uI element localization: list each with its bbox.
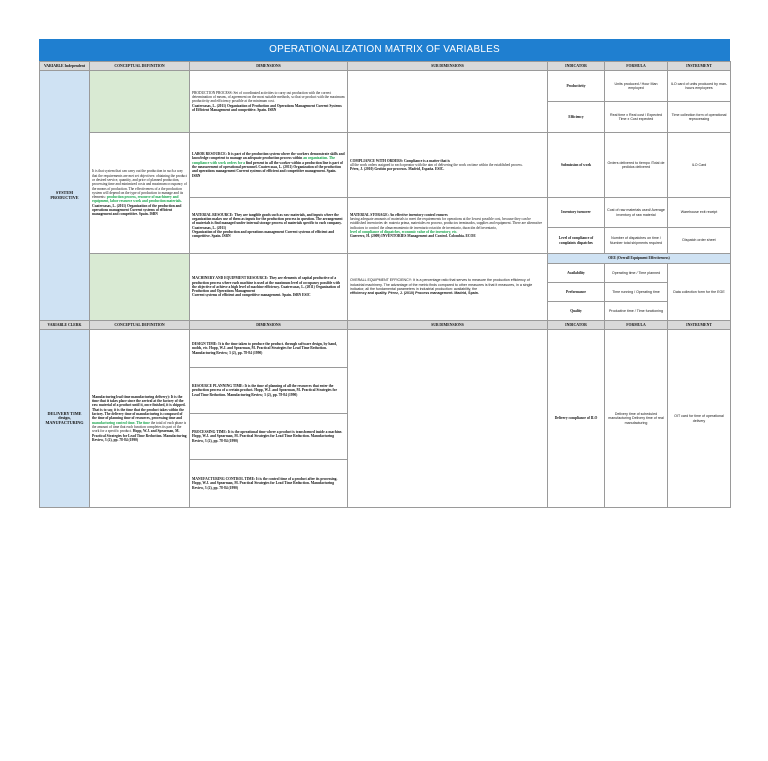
sub-dimension-reference: Guerrero, H. (2009) INVENTORIES Management and Control. Colombia. ECOE xyxy=(350,234,476,239)
dimension-planning-time: RESOURCE PLANNING TIME: It is the time of planning of all the resources that enter the production process of a certain product. Hopp, W.J. and Spearman, M. Practical Strategies for Lead Time Reduction. Manufacturing Review, 3 (2), pp. 78-84 (1990) xyxy=(190,368,348,414)
instrument-efficiency: Time collection form of operational reprocessing xyxy=(668,102,731,133)
matrix-table xyxy=(39,61,731,508)
oee-label: OEE (Overall Equipment Effectiveness) xyxy=(548,254,731,264)
dimension-reference: Current systems of efficient and competitive management. Spain. ISBN ESIC xyxy=(192,293,311,298)
concept-post: the total of each phase is the amount of time that each function completes its part of the work for a specific product. xyxy=(92,420,187,434)
sub-dimension-reference: efficiency and quality. Pérez, J. (2010) Process management. Madrid, Spain. xyxy=(350,291,479,296)
sub-dimension-storage xyxy=(348,198,548,254)
formula-submission: Orders delivered to tiempo /Total de pedidos delivered xyxy=(605,133,668,198)
dimension-text: MACHINERY AND EQUIPMENT RESOURCE: They are elements of capital productive of a production process where each machine is used at the maximum level of occupancy possible with the objective of achieve a high level of machine efficiency. Cuatrecasas, L. (2011) Organization of Production and Operations Management xyxy=(192,276,340,294)
formula-efficiency: Real time x Real cost / Expected Time x Cost expected xyxy=(605,102,668,133)
sub-dimension-reference: Pérez, J. (2010) Gestión por procesos. Madrid, España. ESIC. xyxy=(350,167,445,172)
concept-text: It is that system that can carry out the production in such a way that the requirements are met set objectives: obtaining the product or desired service, quantity, and price of planned production, processing time and minimized costs and maximum occupancy of the means of production. The effectiveness of a the production system will depend on the type of production to manage and its elements: xyxy=(92,169,187,200)
indicator-inventory: Inventory turnover xyxy=(548,198,605,228)
formula-availability: Operating time / Time planned xyxy=(605,264,668,283)
concept-reference: Cuatrecasas, L. (2011) Organization of the production and operations management Current systems of efficient management and competitive. Spain. ISBN xyxy=(92,203,182,217)
green-cell xyxy=(90,71,190,133)
dimension-processing-time: PROCESSING TIME: It is the operational time where a product is transformed inside a machine. Hopp, W.J. and Spearman, M. Practical Strategies for Lead Time Reduction. Manufacturing Review, 3 (2), pp. 78-84 (1990) xyxy=(190,414,348,460)
instrument-productivity: ILO card of units produced by man-hours employees xyxy=(668,71,731,102)
dimension-text-post: find present in all the worker within a production line is part of the measurement of operational personnel. Cuatrecasas, L. (2011) Organization of the production and operations management Current systems of efficient and competitive management. Spain. ISBN xyxy=(192,160,343,178)
variable-delivery-time: DELIVERY TIME design, MANUFACTURING xyxy=(40,330,90,508)
dimension-production-process xyxy=(190,71,348,133)
instrument-inventory: Warehouse exit receipt xyxy=(668,198,731,228)
matrix-title: OPERATIONALIZATION MATRIX OF VARIABLES xyxy=(39,39,730,61)
sub-dimension-text: all the work orders assigned to each operator with the aim of delivering the work on time within the established process. xyxy=(350,162,523,167)
dimension-design-time: DESIGN TIME: It is the time taken to produce the product. through software design, by hand, molds, etc. Hopp, W.J. and Spearman, M. Practical Strategies for Lead Time Reduction. Manufacturing Review, 3 (2), pp. 78-84 (1990) xyxy=(190,330,348,368)
header-instrument: INSTRUMENT xyxy=(668,321,731,330)
indicator-performance: Performance xyxy=(548,283,605,302)
header-sub-dimensions: SUB DIMENSIONS xyxy=(348,321,548,330)
header-indicator: INDICATOR xyxy=(548,62,605,71)
sub-dimension-text: having adequate amounts of materials to meet the requirements for operations at the lowest possible cost, because they can be established inventories de: materia prima, materiales en proceso, productos terminados, supplies and equipment. There are alternative indicators to control the almacenamiento de inventario rotación de inventario, duración del inventario, xyxy=(350,216,543,230)
dimension-reference: Cuatrecasas, L. (2011) Organization of Production and Operations Management Current Systems of Efficient Management and competitive. Spain. ISBN xyxy=(192,103,342,112)
indicator-availability: Availability xyxy=(548,264,605,283)
indicator-delivery: Delivery compliance of ILO xyxy=(548,330,605,508)
conceptual-definition-system xyxy=(90,133,190,254)
row-oee-header xyxy=(40,254,731,264)
concept-highlight: manufacturing control time. The time xyxy=(92,420,150,425)
row-submission xyxy=(40,133,731,198)
sub-dimension-highlight: level of compliance of dispatches, economic value of the inventory, etc. xyxy=(350,229,458,234)
header-dimensions: DIMENSIONS xyxy=(190,62,348,71)
sub-dimension-title: MATERIAL STORAGE: An effective inventory control ensures xyxy=(350,212,448,217)
formula-quality: Productive time / Time functioning xyxy=(605,302,668,321)
formula-performance: Time running / Operating time xyxy=(605,283,668,302)
header-indicator: INDICATOR xyxy=(548,321,605,330)
header-sub-dimensions: SUB DIMENSIONS xyxy=(348,62,548,71)
concept-reference: Hopp, W.J. and Spearman, M. Practical Strategies for Lead Time Reduction. Manufacturing Review, 3 (2), pp. 78-84 (1990) xyxy=(92,429,187,442)
header-variable-clerk: VARIABLE CLERK xyxy=(40,321,90,330)
sub-dimension-oee xyxy=(348,254,548,321)
dimension-control-time: MANUFACTURING CONTROL TIME: It is the control time of a product after its processing. Hopp, W.J. and Spearman, M. Practical Strategies for Lead Time Reduction. Manufacturing Review, 3 (2), pp. 78-84 (1990) xyxy=(190,460,348,508)
formula-inventory: Cost of raw materials used/ Average inventory of raw material xyxy=(605,198,668,228)
dimension-text: MATERIAL RESOURCE: They are tangible goods such as raw materials, and inputs where the organization makes use of them as inputs for the production process in question. The arrangement of materials is find managed under internal storage process of materials specific to each company. Cuatrecasas, L. (2011) xyxy=(192,212,343,230)
header-row-independent xyxy=(40,62,731,71)
sub-dimension-compliance xyxy=(348,133,548,198)
header-formula: FORMULA xyxy=(605,62,668,71)
header-row-clerk xyxy=(40,321,731,330)
header-conceptual: CONCEPTUAL DEFINITION xyxy=(90,321,190,330)
formula-delivery: Delivery time of scheduled manufacturing Delivery time of real manufacturing xyxy=(605,330,668,508)
header-conceptual: CONCEPTUAL DEFINITION xyxy=(90,62,190,71)
header-instrument: INSTRUMENT xyxy=(668,62,731,71)
instrument-oee: Data collection form for the EGE xyxy=(668,264,731,321)
operationalization-matrix xyxy=(39,39,730,508)
indicator-submission: Submission of work xyxy=(548,133,605,198)
concept-mid: planning time of resources, processing time and xyxy=(109,416,183,421)
instrument-submission: ILO Card xyxy=(668,133,731,198)
dimension-text: LABOR RESOURCE: It is part of the production system where the workers demonstrate skills and knowledge competent to manage an adequate production process within xyxy=(192,152,345,161)
sub-dimension-empty xyxy=(348,330,548,508)
indicator-efficiency: Efficiency xyxy=(548,102,605,133)
dimension-machinery xyxy=(190,254,348,321)
header-formula: FORMULA xyxy=(605,321,668,330)
formula-dispatch: Number of dispatches on time / Number total shipments required xyxy=(605,228,668,254)
instrument-delivery: OIT card for time of operational delivery xyxy=(668,330,731,508)
sub-dimension-title: COMPLIANCE WITH ORDERS: Compliance is a matter that is xyxy=(350,158,450,163)
indicator-quality: Quality xyxy=(548,302,605,321)
dimension-reference: Organization of the production and operations management Current systems of efficient and competitive. Spain. ISBN xyxy=(192,229,335,239)
indicator-productivity: Productivity xyxy=(548,71,605,102)
dimension-highlight: an organization. The compliance with work orders for a xyxy=(192,156,335,165)
concept-text: Manufacturing lead time manufacturing delivery): It is the time that it takes place since the arrival at the factory of the raw material of a product until it, once finished, it is shipped. That is to say, it is the time that the product takes within the factory. The delivery time of manufacturing is composed of the time of xyxy=(92,394,186,421)
dimension-text: PRODUCTION PROCESS: Set of coordinated activities to carry out production with the correct determination of means, of agreement on the most suitable methods, so that se product with the maximum productivity and efficiency possible at the minimum cost. xyxy=(192,90,345,104)
dimension-labor-resource xyxy=(190,133,348,198)
dimension-material-resource xyxy=(190,198,348,254)
row-design-time xyxy=(40,330,731,368)
sub-dimension-empty xyxy=(348,71,548,133)
indicator-dispatch: Level of compliance of complaints dispatches xyxy=(548,228,605,254)
header-dimensions: DIMENSIONS xyxy=(190,321,348,330)
conceptual-definition-delivery xyxy=(90,330,190,508)
green-cell xyxy=(90,254,190,321)
instrument-dispatch: Dispatch order sheet xyxy=(668,228,731,254)
header-variable: VARIABLE Independent xyxy=(40,62,90,71)
row-productivity xyxy=(40,71,731,102)
sub-dimension-text: OVERALL EQUIPMENT EFFICIENCY: It is a percentage ratio that serves to measure the production efficiency of industrial machinery. The advantage of the metric finds compared to other measures is that it measures, in a single indicator, all the fundamental parameters in industrial production: availability, the xyxy=(350,278,533,291)
concept-highlight: production process, resource of machinery and equipment, labor resource work and production materials. xyxy=(92,195,182,204)
formula-productivity: Units produced / Hour Man employed xyxy=(605,71,668,102)
variable-system-productive: SYSTEM PRODUCTIVE xyxy=(40,71,90,321)
